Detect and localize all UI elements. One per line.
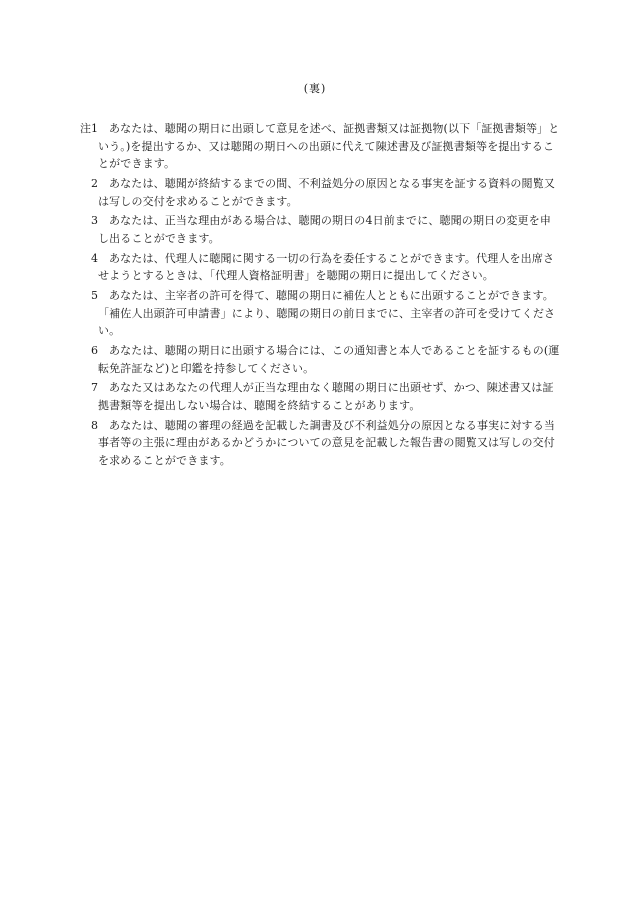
note-item-4 bbox=[80, 250, 560, 285]
note-number: 4 bbox=[91, 251, 98, 265]
note-text: あなたは、聴聞が終結するまでの間、不利益処分の原因となる事実を証する資料の閲覧又は写しの交付を求めることができます。 bbox=[98, 176, 555, 208]
note-number: 6 bbox=[91, 344, 98, 358]
note-number: 3 bbox=[91, 214, 98, 228]
note-number: 5 bbox=[91, 289, 98, 303]
note-text: あなたは、聴聞の期日に出頭して意見を述べ、証拠書類又は証拠物(以下「証拠書類等」という。)を提出するか、又は聴聞の期日への出頭に代えて陳述書及び証拠書類等を提出することができます。 bbox=[98, 122, 560, 171]
note-number: 2 bbox=[91, 176, 98, 190]
note-item-2 bbox=[80, 175, 560, 210]
page-heading: (裏) bbox=[303, 82, 327, 95]
note-text: あなたは、正当な理由がある場合は、聴聞の期日の4日前までに、聴聞の期日の変更を申し出ることができます。 bbox=[98, 214, 551, 245]
note-number: 7 bbox=[91, 381, 98, 395]
note-item-5 bbox=[80, 287, 560, 340]
note-text: あなたは、聴聞の期日に出頭する場合には、この通知書と本人であることを証するもの(運転免許証など)と印鑑を持参してください。 bbox=[98, 344, 560, 375]
note-number: 8 bbox=[91, 418, 98, 432]
note-item-8 bbox=[80, 417, 560, 470]
note-text: あなたは、代理人に聴聞に関する一切の行為を委任することができます。代理人を出席させようとするときは、「代理人資格証明書」を聴聞の期日に提出してください。 bbox=[98, 251, 555, 283]
note-text: あなたは、聴聞の審理の経過を記載した調書及び不利益処分の原因となる事実に対する当事者等の主張に理由があるかどうかについての意見を記載した報告書の閲覧又は写しの交付を求めることができます。 bbox=[98, 418, 555, 467]
note-text: あなたは、主宰者の許可を得て、聴聞の期日に補佐人とともに出頭することができます。「補佐人出頭許可申請書」により、聴聞の期日の前日までに、主宰者の許可を受けてください。 bbox=[98, 289, 556, 338]
note-item-1 bbox=[80, 120, 560, 173]
note-number: 注1 bbox=[80, 122, 98, 135]
note-item-3 bbox=[80, 212, 560, 247]
note-text: あなた又はあなたの代理人が正当な理由なく聴聞の期日に出頭せず、かつ、陳述書又は証拠書類等を提出しない場合は、聴聞を終結することがあります。 bbox=[98, 381, 554, 413]
note-item-6 bbox=[80, 342, 560, 377]
notes-list bbox=[80, 120, 560, 472]
note-item-7 bbox=[80, 379, 560, 414]
